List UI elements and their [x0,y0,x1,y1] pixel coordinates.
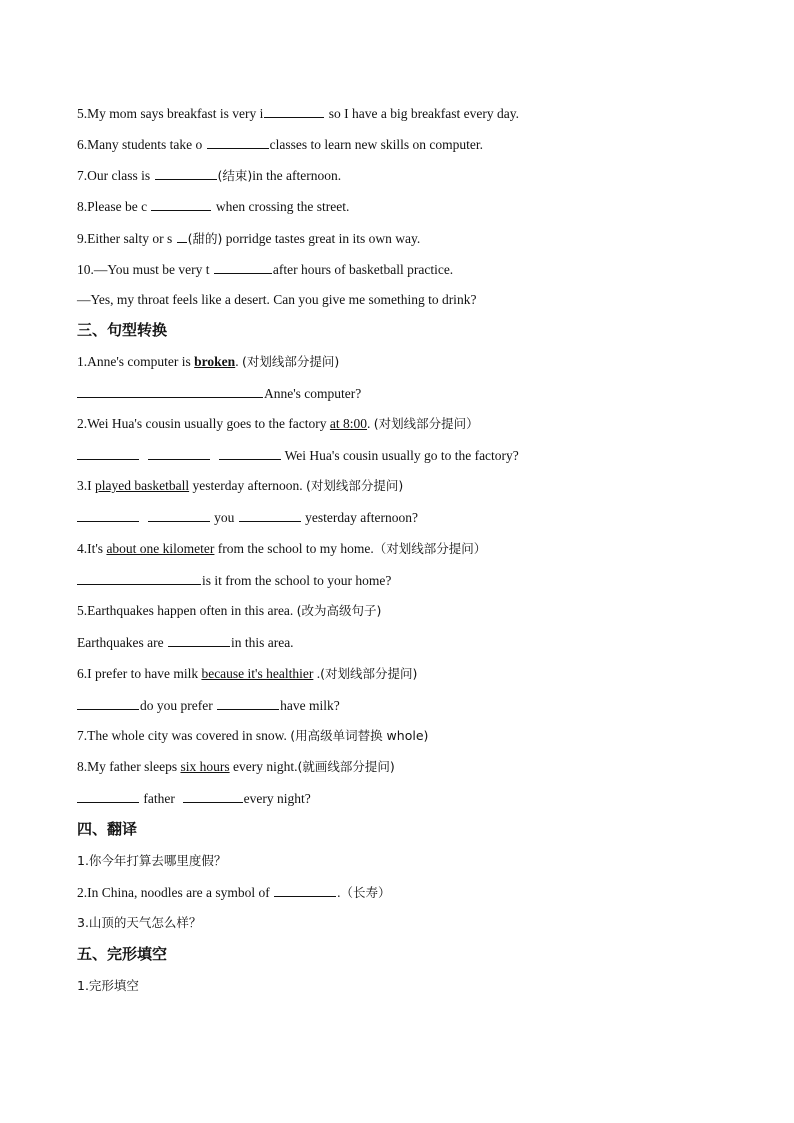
answer-blank[interactable] [264,104,324,118]
chinese-hint: （长寿） [340,885,391,900]
question-text: 10.—You must be very t [77,262,210,277]
s3-answer-6 [77,696,340,715]
instruction-text: (对划线部分提问) [241,354,340,369]
s4-question-2 [77,883,390,902]
question-text: 7.Our class is [77,168,151,183]
section-5-heading: 五、完形填空 [77,945,168,963]
underlined-text: at 8:00 [329,416,368,431]
s5-question-1 [77,977,139,995]
question-text: classes to learn new skills on computer. [269,137,483,152]
s3-answer-4 [77,571,391,590]
instruction-text: (对划线部分提问) [306,478,404,493]
question-text: when crossing the street. [212,199,350,214]
answer-blank[interactable] [274,883,336,897]
answer-blank[interactable] [148,508,210,522]
answer-blank[interactable] [207,135,269,149]
answer-blank[interactable] [168,633,230,647]
answer-blank[interactable] [183,789,243,803]
question-text: . [235,354,242,369]
answer-text: is it from the school to your home? [202,573,392,588]
question-text: so I have a big breakfast every day. [325,106,520,121]
question-5 [77,104,519,123]
chinese-hint: (结束) [217,168,253,183]
underlined-text: broken [194,354,236,369]
question-10-reply [77,291,476,309]
answer-blank[interactable] [77,446,139,460]
question-text: every night. [229,759,298,774]
answer-text: in this area. [230,635,294,650]
question-text: 5.My mom says breakfast is very i [77,106,264,121]
instruction-text: (改为高级句子) [296,603,382,618]
question-text: 5.Earthquakes happen often in this area. [77,603,297,618]
answer-blank[interactable] [214,260,272,274]
s3-question-6 [77,665,417,683]
s3-answer-2 [77,446,519,465]
s4-question-3 [77,914,201,932]
question-text: . [337,885,341,900]
answer-text: you [210,510,238,525]
s4-question-1 [77,852,226,870]
answer-text: have milk? [280,698,340,713]
answer-blank[interactable] [177,229,187,243]
answer-blank[interactable] [148,446,210,460]
answer-blank[interactable] [217,696,279,710]
question-text: 9.Either salty or s [77,231,173,246]
question-text: after hours of basketball practice. [272,262,454,277]
s3-question-8 [77,758,395,776]
s3-question-4 [77,540,486,558]
s3-question-3 [77,477,403,495]
question-6 [77,135,483,154]
question-text: 2.In China, noodles are a symbol of [77,885,274,900]
question-text: 6.I prefer to have milk [77,666,202,681]
underlined-text: because it's healthier [201,666,314,681]
answer-blank[interactable] [239,508,301,522]
question-text: 3.I [77,478,95,493]
question-text: . [367,416,374,431]
question-text: porridge tastes great in its own way. [222,231,421,246]
question-text: . [313,666,321,681]
question-text: 4.It's [77,541,107,556]
instruction-text: (用高级单词替换 whole) [290,728,429,743]
question-8 [77,197,349,216]
answer-blank[interactable] [77,384,263,398]
section-4-heading: 四、翻译 [77,820,138,838]
question-text: from the school to my home. [214,541,374,556]
instruction-text: (就画线部分提问) [297,759,395,774]
question-text: —Yes, my throat feels like a desert. Can you give me something to drink? [77,292,477,307]
answer-text: Earthquakes are [77,635,167,650]
instruction-text: (对划线部分提问) [320,666,418,681]
chinese-hint: (甜的) [187,231,223,246]
question-text: 3.山顶的天气怎么样？ [77,915,202,930]
question-9 [77,229,420,248]
answer-text: every night? [243,791,311,806]
question-text: yesterday afternoon. [189,478,307,493]
answer-text: Wei Hua's cousin usually go to the factory? [281,448,519,463]
question-10 [77,260,453,279]
question-7 [77,166,341,185]
s3-answer-5 [77,633,294,652]
question-text: in the afternoon. [252,168,342,183]
question-text: 1.Anne's computer is [77,354,195,369]
instruction-text: （对划线部分提问） [373,541,487,556]
question-text: 1.你今年打算去哪里度假？ [77,853,227,868]
answer-text: yesterday afternoon? [301,510,418,525]
s3-question-1 [77,353,339,371]
s3-answer-8 [77,789,311,808]
question-text: 6.Many students take o [77,137,203,152]
s3-question-5 [77,602,381,620]
answer-blank[interactable] [77,789,139,803]
s3-question-7 [77,727,428,745]
underlined-text: played basketball [95,478,190,493]
answer-text: do you prefer [140,698,217,713]
answer-text: Anne's computer? [264,386,362,401]
underlined-text: about one kilometer [106,541,215,556]
answer-blank[interactable] [77,571,201,585]
s3-answer-1 [77,384,361,403]
question-text: 7.The whole city was covered in snow. [77,728,291,743]
answer-blank[interactable] [219,446,281,460]
question-text: 8.Please be c [77,199,148,214]
answer-blank[interactable] [155,166,217,180]
answer-blank[interactable] [77,696,139,710]
answer-text: father [140,791,179,806]
instruction-text: (对划线部分提问） [373,416,479,431]
question-text: 8.My father sleeps [77,759,181,774]
underlined-text: six hours [180,759,230,774]
s3-question-2 [77,415,479,433]
answer-blank[interactable] [151,197,211,211]
question-text: 1.完形填空 [77,978,139,993]
s3-answer-3 [77,508,418,527]
section-3-heading: 三、句型转换 [77,321,168,339]
answer-blank[interactable] [77,508,139,522]
question-text: 2.Wei Hua's cousin usually goes to the factory [77,416,330,431]
